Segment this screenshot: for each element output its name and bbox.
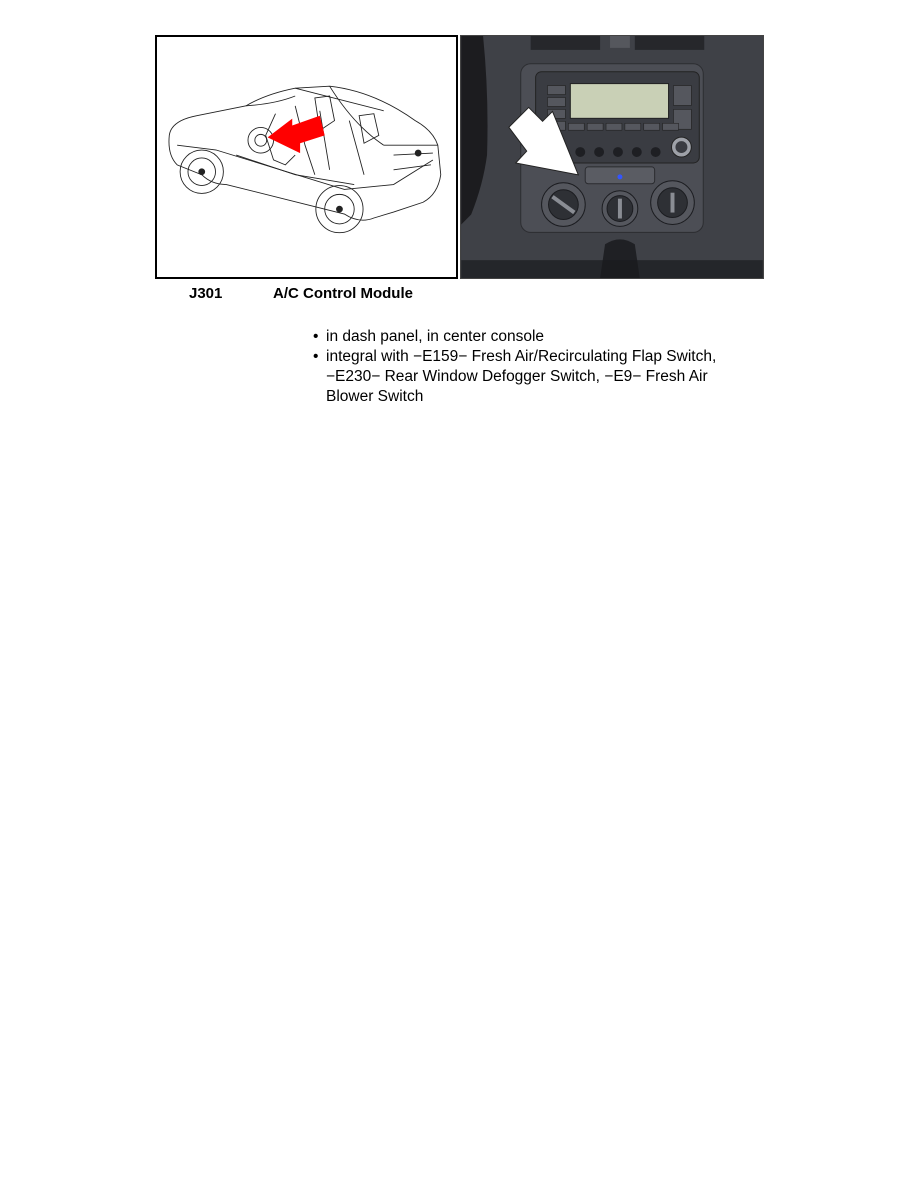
red-arrow-icon [268, 116, 325, 153]
note-text: integral with −E159− Fresh Air/Recirculating Flap Switch, −E230− Rear Window Defogger Switch, −E9− Fresh Air Blower Switch [326, 348, 717, 405]
bullet-icon: • [313, 328, 319, 345]
console-illustration [461, 36, 763, 278]
dashboard-photo [460, 35, 764, 279]
component-code: J301 [189, 285, 223, 302]
note-text: in dash panel, in center console [326, 328, 545, 345]
bullet-icon: • [313, 348, 319, 365]
note-item [313, 327, 753, 347]
car-line-drawing [157, 37, 456, 277]
component-name: A/C Control Module [273, 285, 413, 302]
location-notes [313, 327, 753, 407]
note-item [313, 347, 753, 407]
car-location-diagram [155, 35, 458, 279]
